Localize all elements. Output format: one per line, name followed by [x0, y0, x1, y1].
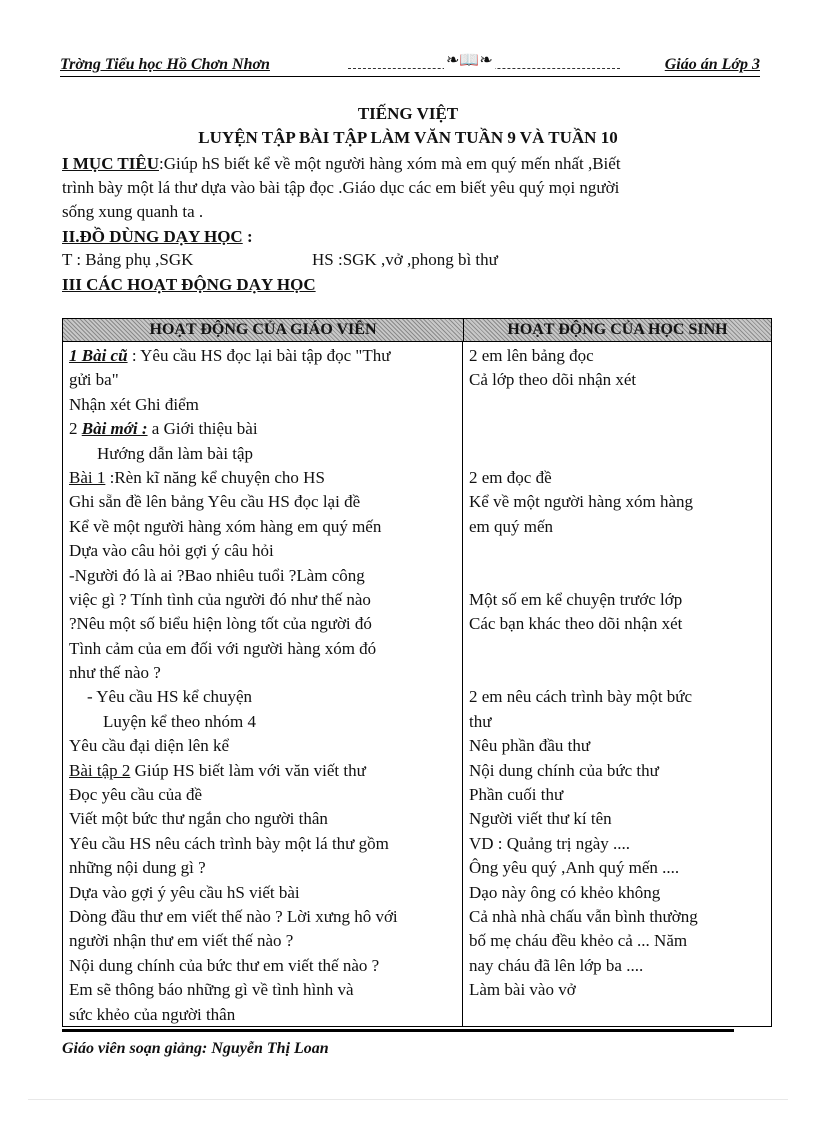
table-row [469, 564, 764, 588]
table-row: Nêu phần đầu thư [469, 736, 591, 756]
table-row: Các bạn khác theo dõi nhận xét [469, 614, 683, 634]
table-row: Yêu cầu HS nêu cách trình bày một lá thư gồm [69, 833, 389, 853]
table-row: Viết một bức thư ngắn cho người thân [69, 809, 328, 829]
materials-line [62, 248, 752, 272]
table-row [469, 637, 764, 661]
table-row: 2 em lên bảng đọc [469, 346, 594, 365]
footer-author: Giáo viên soạn giảng: Nguyễn Thị Loan [62, 1040, 329, 1057]
objectives-line-2: trình bày một lá thư dựa vào bài tập đọc .Giáo dục các em biết yêu quý mọi người [62, 178, 620, 197]
table-row: sức khẻo của người thân [69, 1004, 236, 1024]
footer-rule [62, 1029, 734, 1032]
objectives-line-1: :Giúp hS biết kể về một người hàng xóm mà em quý mến nhất ,Biết [158, 154, 621, 173]
activities-table [62, 318, 772, 1027]
table-row: bố mẹ cháu đều khẻo cả ... Năm [469, 931, 688, 951]
objectives-line-3: sống xung quanh ta . [62, 202, 204, 221]
table-row: Người viết thư kí tên [469, 809, 612, 829]
table-row: Phần cuối thư [469, 785, 564, 805]
table-row: những nội dung gì ? [69, 858, 206, 878]
table-row: Hướng dẫn làm bài tập [97, 443, 254, 463]
table-row [469, 393, 764, 417]
table-row: Dòng đầu thư em viết thế nào ? Lời xưng hô với [69, 906, 398, 926]
table-row: nay cháu đã lên lớp ba .... [469, 955, 644, 975]
table-row: người nhận thư em viết thế nào ? [69, 931, 294, 951]
table-row: Ghi sẵn đề lên bảng Yêu cầu HS đọc lại đề [69, 492, 361, 512]
table-row: Ông yêu quý ,Anh quý mến .... [469, 858, 680, 878]
header-rule [60, 76, 760, 77]
table-row: Cả lớp theo dõi nhận xét [469, 370, 637, 390]
table-row: Nhận xét Ghi điểm [69, 394, 199, 414]
table-row: Tình cảm của em đối với người hàng xóm đó [69, 638, 377, 658]
table-row: thư [469, 711, 492, 731]
teacher-materials: T : Bảng phụ ,SGK [62, 250, 194, 269]
teacher-activities [63, 342, 463, 1026]
objectives-heading: I MỤC TIÊU [62, 154, 159, 173]
table-row: Yêu cầu đại diện lên kể [69, 736, 230, 756]
subject-title: TIẾNG VIỆT [357, 104, 459, 123]
table-row: Bài 1 :Rèn kĩ năng kể chuyện cho HS [69, 467, 325, 487]
book-ornament-icon: ❧📖❧ [446, 52, 493, 69]
table-row: Dạo này ông có khẻo không [469, 882, 661, 902]
table-row: Một số em kể chuyện trước lớp [469, 589, 683, 609]
lesson-title: LUYỆN TẬP BÀI TẬP LÀM VĂN TUẦN 9 VÀ TUẦN 10 [198, 128, 618, 147]
student-materials: HS :SGK ,vở ,phong bì thư [312, 250, 498, 269]
table-row: 2 em nêu cách trình bày một bức [469, 687, 693, 707]
table-row: Em sẽ thông báo những gì về tình hình và [69, 980, 354, 1000]
table-row [469, 539, 764, 563]
table-row: Làm bài vào vở [469, 980, 576, 1000]
table-body [63, 342, 771, 1026]
table-row: Dựa vào gợi ý yêu cầu hS viết bài [69, 882, 300, 902]
student-column-header: HOẠT ĐỘNG CỦA HỌC SINH [507, 321, 728, 338]
table-row: Bài tập 2 Giúp HS biết làm với văn viết thư [69, 760, 366, 780]
activities-heading: III CÁC HOẠT ĐỘNG DẠY HỌC [62, 275, 316, 294]
table-row: như thế nào ? [69, 663, 161, 683]
school-name: Trờng Tiểu học Hồ Chơn Nhơn [60, 56, 270, 73]
table-header [63, 319, 771, 342]
table-row: -Người đó là ai ?Bao nhiêu tuổi ?Làm công [69, 565, 365, 585]
table-row: Dựa vào câu hỏi gợi ý câu hỏi [69, 541, 274, 561]
student-activities [463, 342, 770, 1026]
page-header [60, 52, 760, 78]
table-row: ?Nêu một số biểu hiện lòng tốt của người đó [69, 614, 372, 634]
table-row: Luyện kể theo nhóm 4 [103, 711, 256, 731]
table-row [469, 661, 764, 685]
materials-heading: II.ĐỒ DÙNG DẠY HỌC [62, 227, 243, 246]
table-row: em quý mến [469, 516, 554, 536]
lesson-plan-label: Giáo án Lớp 3 [664, 56, 760, 73]
table-row: Kể về một người hàng xóm hàng [469, 492, 694, 512]
table-row: 1 Bài cũ : Yêu cầu HS đọc lại bài tập đọc "Thư [69, 346, 391, 365]
table-row [469, 442, 764, 466]
table-row: 2 Bài mới : a Giới thiệu bài [69, 419, 258, 439]
table-row: Nội dung chính của bức thư [469, 760, 659, 780]
activities-heading-row [62, 273, 752, 297]
table-row: Kể về một người hàng xóm hàng em quý mến [69, 516, 382, 536]
page-edge-line [28, 1099, 788, 1100]
table-row: việc gì ? Tính tình của người đó như thế nào [69, 589, 371, 609]
objectives-section [62, 152, 752, 224]
materials-heading-row: II.ĐỒ DÙNG DẠY HỌC : [62, 227, 253, 246]
table-row: Đọc yêu cầu của đề [69, 785, 203, 805]
table-row: gửi ba" [69, 370, 119, 390]
table-row [469, 417, 764, 441]
table-row: Cả nhà nhà chấu vẫn bình thường [469, 906, 698, 926]
table-row: Nội dung chính của bức thư em viết thế nào ? [69, 955, 380, 975]
table-row: 2 em đọc đề [469, 467, 552, 487]
table-row: VD : Quảng trị ngày .... [469, 833, 631, 853]
teacher-column-header: HOẠT ĐỘNG CỦA GIÁO VIÊN [63, 319, 464, 341]
table-row: - Yêu cầu HS kể chuyện [87, 687, 253, 707]
